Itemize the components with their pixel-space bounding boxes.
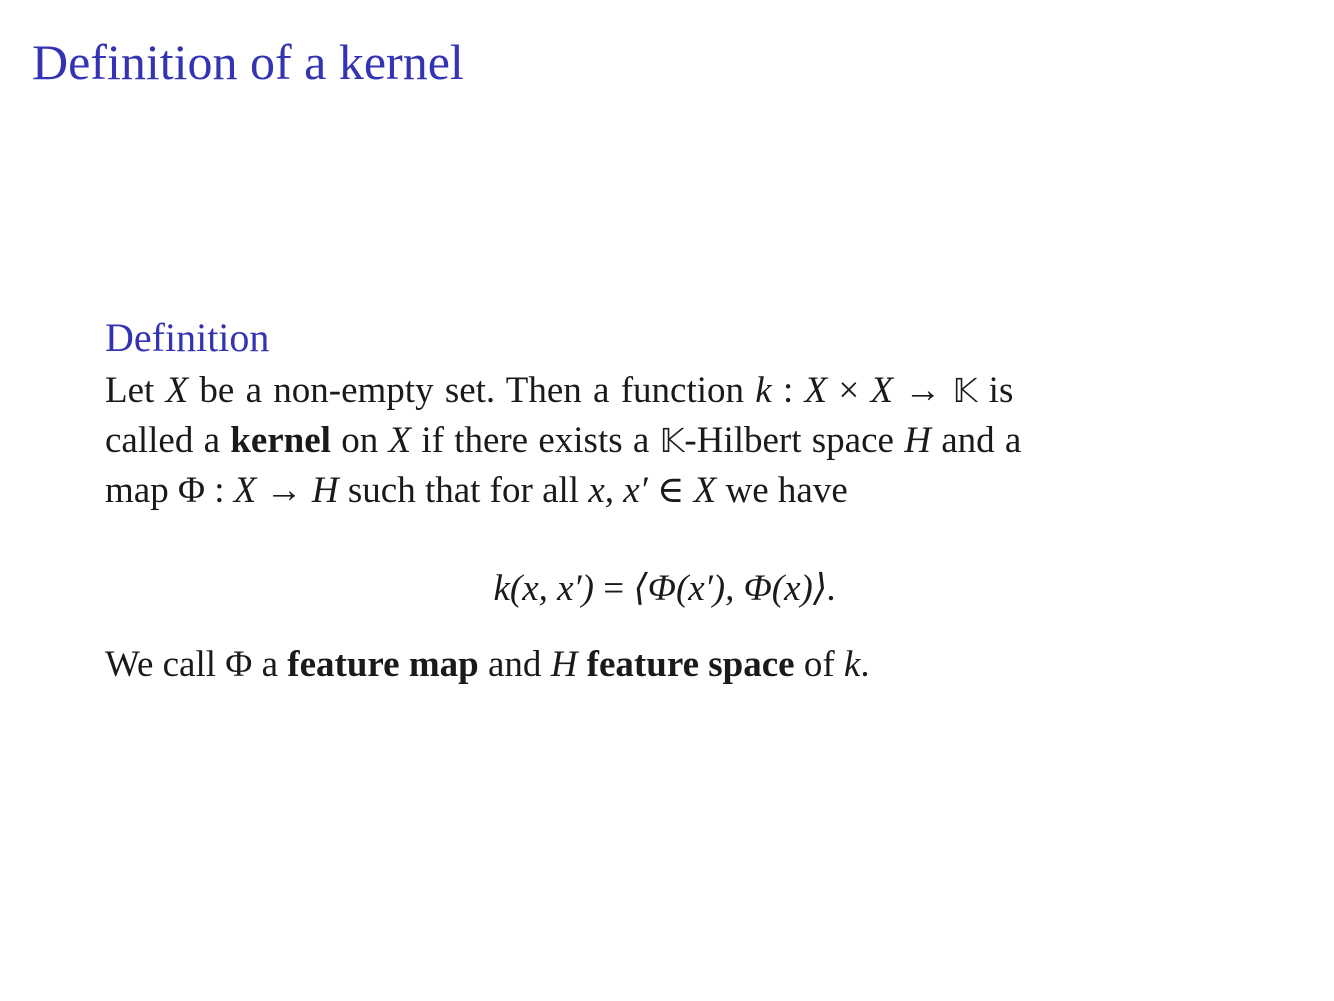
kernel-equation <box>105 564 1225 614</box>
math-symbol: X <box>804 370 828 411</box>
math-symbol: Φ <box>177 470 205 511</box>
text: such that for all <box>338 470 589 511</box>
math-operator: → <box>893 370 953 411</box>
text: and <box>478 644 551 685</box>
math-symbol: x, x′ <box>588 470 648 511</box>
definition-line-1 <box>105 366 1225 416</box>
math-symbol: X <box>165 370 189 411</box>
math-symbol: X <box>870 370 894 411</box>
math-operator: ∈ <box>647 470 694 511</box>
text: we have <box>716 470 848 511</box>
math-symbol: H <box>311 470 339 511</box>
math-operator: × <box>827 370 871 411</box>
text: of <box>794 644 844 685</box>
definition-line-3 <box>105 466 1225 516</box>
term-feature-map: feature map <box>287 644 479 685</box>
slide-title: Definition of a kernel <box>32 34 464 90</box>
math-symbol: k <box>755 370 772 411</box>
definition-closing <box>105 640 1225 690</box>
math-operator: → <box>256 470 312 511</box>
text <box>577 644 586 685</box>
text: on <box>330 420 389 461</box>
math-symbol: H <box>550 644 578 685</box>
text: and a <box>930 420 1022 461</box>
definition-line-2 <box>105 416 1225 466</box>
text: is <box>977 370 1014 411</box>
text: -Hilbert space <box>684 420 905 461</box>
text: called a <box>105 420 231 461</box>
math-operator: : <box>771 370 805 411</box>
math-symbol: H <box>904 420 931 461</box>
text: . <box>860 644 870 685</box>
text: We call <box>105 644 226 685</box>
text: be a non-empty set. Then a function <box>188 370 756 411</box>
math-symbol: k <box>493 568 510 609</box>
math-symbol: X <box>388 420 412 461</box>
math-arguments: (x, x′) <box>509 568 594 609</box>
term-kernel: kernel <box>230 420 331 461</box>
text: a <box>252 644 288 685</box>
definition-body <box>105 366 1225 516</box>
math-blackboard-k: 𝕂 <box>952 371 978 410</box>
text: map <box>105 470 178 511</box>
math-symbol: k <box>843 644 861 685</box>
math-operator: : <box>205 470 234 511</box>
text: if there exists a <box>411 420 660 461</box>
math-symbol: X <box>693 470 717 511</box>
math-blackboard-k: 𝕂 <box>659 421 685 460</box>
definition-heading: Definition <box>105 315 270 360</box>
math-symbol: Φ <box>225 644 253 685</box>
math-operator: = <box>593 568 634 609</box>
term-feature-space: feature space <box>586 644 795 685</box>
math-inner-product: ⟨Φ(x′), Φ(x)⟩. <box>633 568 837 609</box>
definition-block <box>105 312 1225 690</box>
text: Let <box>105 370 166 411</box>
math-symbol: X <box>233 470 257 511</box>
